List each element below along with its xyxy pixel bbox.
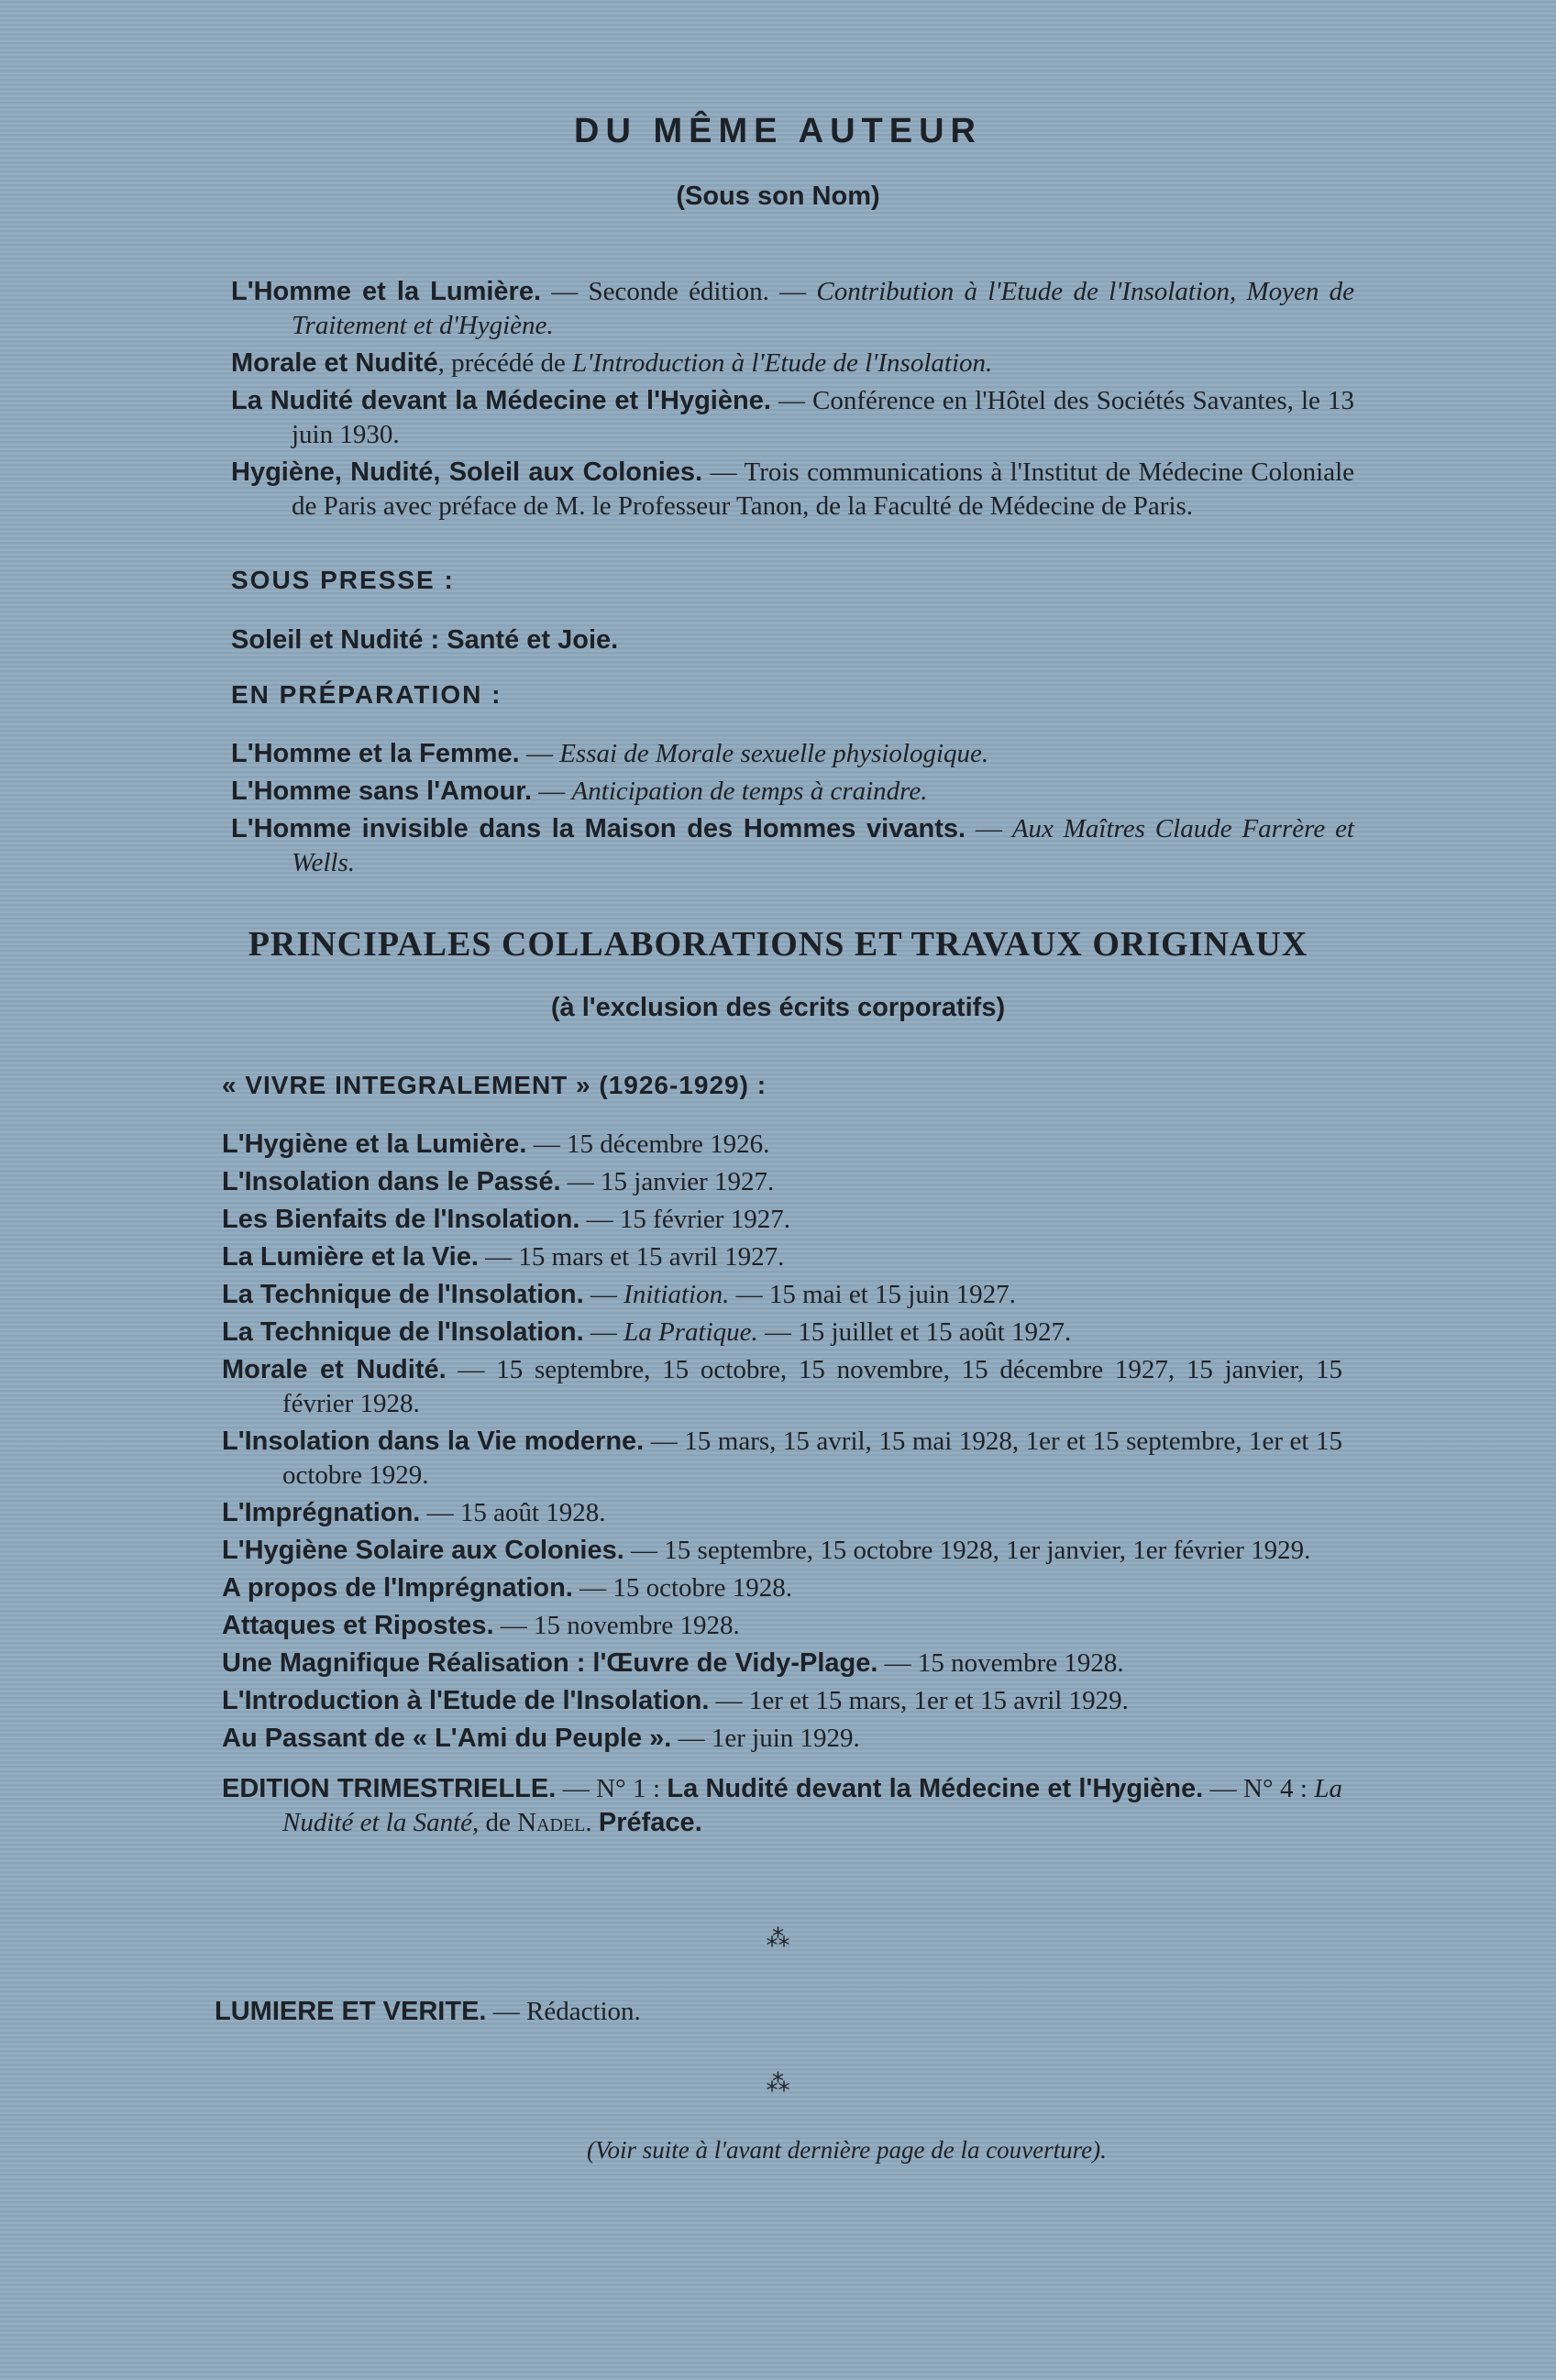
list-item: Les Bienfaits de l'Insolation. — 15 février 1927. [222, 1205, 790, 1234]
list-item: La Technique de l'Insolation. — La Pratique. — 15 juillet et 15 août 1927. [222, 1317, 1072, 1347]
section-title-principales: PRINCIPALES COLLABORATIONS ET TRAVAUX ORIGINAUX [248, 925, 1308, 964]
list-item: L'Homme sans l'Amour. — Anticipation de temps à craindre. [231, 777, 928, 806]
list-item: Une Magnifique Réalisation : l'Œuvre de Vidy-Plage. — 15 novembre 1928. [222, 1648, 1124, 1678]
sous-presse-item: Soleil et Nudité : Santé et Joie. [231, 625, 619, 655]
list-item: La Lumière et la Vie. — 15 mars et 15 avril 1927. [222, 1242, 785, 1272]
label-vivre-integralement: « VIVRE INTEGRALEMENT » (1926-1929) : [222, 1071, 767, 1099]
list-item: Morale et Nudité. — 15 septembre, 15 octobre, 15 novembre, 15 décembre 1927, 15 janvier, 15 février 1928. [222, 1355, 1342, 1418]
list-item: La Nudité devant la Médecine et l'Hygiène. — Conférence en l'Hôtel des Sociétés Savantes, le 13 juin 1930. [231, 386, 1354, 449]
list-item: L'Hygiène Solaire aux Colonies. — 15 septembre, 15 octobre 1928, 1er janvier, 1er février 1929. [222, 1536, 1311, 1565]
label-sous-presse: SOUS PRESSE : [231, 566, 455, 594]
footer-note: (Voir suite à l'avant dernière page de la couverture). [587, 2136, 1107, 2164]
list-item: L'Homme et la Lumière. — Seconde édition. — Contribution à l'Etude de l'Insolation, Moyen de Traitement et d'Hygiène. [231, 277, 1354, 340]
lumiere-et-verite: LUMIERE ET VERITE. — Rédaction. [215, 1997, 641, 2026]
list-item: L'Hygiène et la Lumière. — 15 décembre 1926. [222, 1129, 770, 1159]
articles-list [222, 1128, 1342, 1844]
subtitle-sous-son-nom: (Sous son Nom) [676, 182, 880, 211]
list-item: Attaques et Ripostes. — 15 novembre 1928. [222, 1611, 740, 1640]
list-item: Au Passant de « L'Ami du Peuple ». — 1er juin 1929. [222, 1724, 860, 1753]
list-item: L'Homme et la Femme. — Essai de Morale sexuelle physiologique. [231, 739, 989, 768]
list-item: L'Imprégnation. — 15 août 1928. [222, 1498, 606, 1527]
list-item: L'Insolation dans le Passé. — 15 janvier 1927. [222, 1167, 775, 1196]
works-list [231, 275, 1354, 527]
asterism-ornament-1: ⁂ [766, 1925, 790, 1952]
list-item: Morale et Nudité, précédé de L'Introduction à l'Etude de l'Insolation. [231, 348, 993, 378]
list-item: L'Insolation dans la Vie moderne. — 15 mars, 15 avril, 15 mai 1928, 1er et 15 septembre, 1er et 15 octobre 1929. [222, 1427, 1342, 1490]
list-item: L'Introduction à l'Etude de l'Insolation. — 1er et 15 mars, 1er et 15 avril 1929. [222, 1686, 1129, 1715]
list-item: L'Homme invisible dans la Maison des Hommes vivants. — Aux Maîtres Claude Farrère et Wells. [231, 814, 1354, 877]
list-item: La Technique de l'Insolation. — Initiation. — 15 mai et 15 juin 1927. [222, 1280, 1016, 1309]
edition-trimestrielle: EDITION TRIMESTRIELLE. — N° 1 : La Nudité devant la Médecine et l'Hygiène. — N° 4 : La Nudité et la Santé, de Nadel. Préface. [222, 1774, 1342, 1837]
label-en-preparation: EN PRÉPARATION : [231, 680, 502, 709]
asterism-ornament-2: ⁂ [766, 2070, 790, 2097]
list-item: A propos de l'Imprégnation. — 15 octobre 1928. [222, 1573, 793, 1603]
preparation-list [231, 737, 1354, 884]
section-title-du-meme-auteur: DU MÊME AUTEUR [574, 112, 982, 150]
list-item: Hygiène, Nudité, Soleil aux Colonies. — Trois communications à l'Institut de Médecine Coloniale de Paris avec préface de M. le Professeur Tanon, de la Faculté de Médecine de Paris. [231, 457, 1354, 521]
subtitle-exclusion: (à l'exclusion des écrits corporatifs) [550, 993, 1006, 1022]
